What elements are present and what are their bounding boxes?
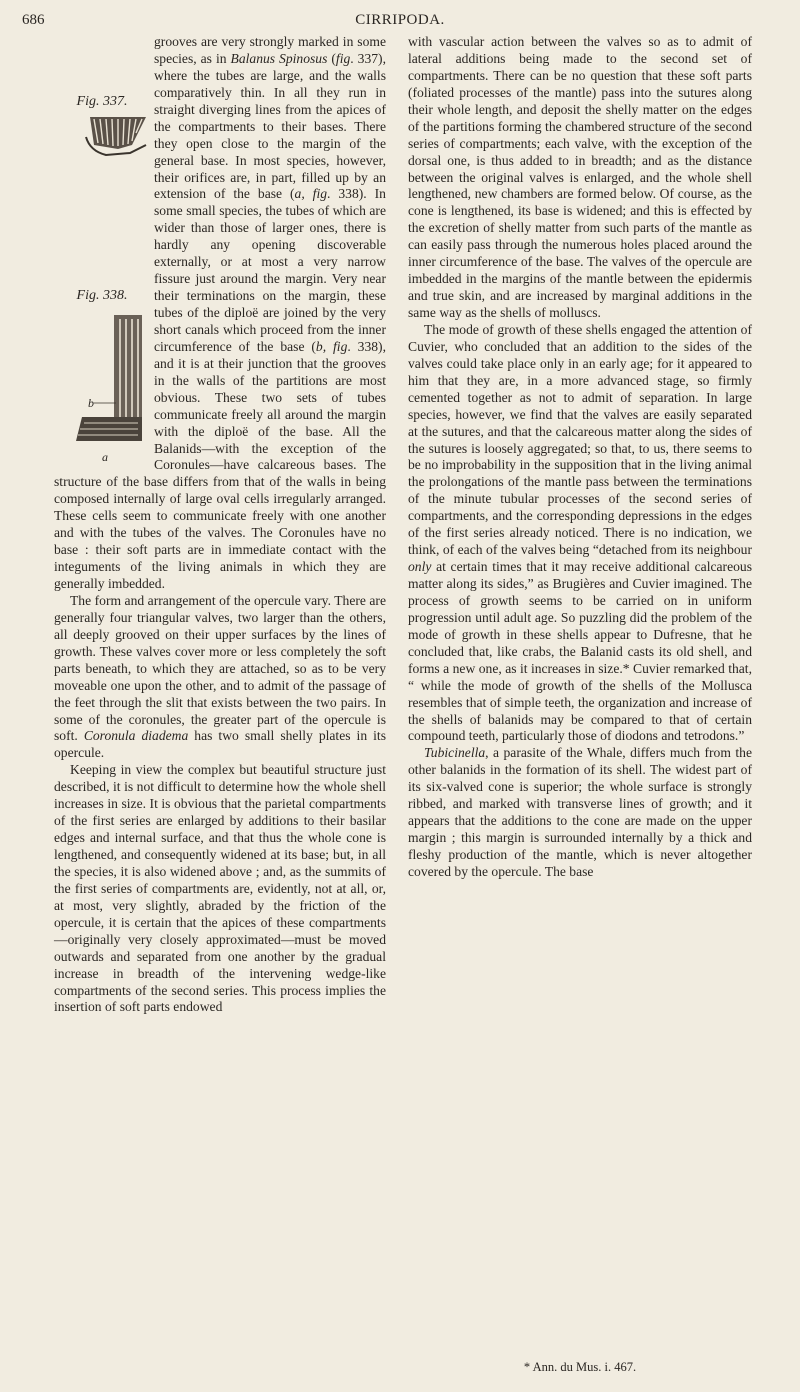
page-header	[0, 6, 800, 30]
figure-338-label-a: a	[102, 449, 108, 464]
right-paragraph-3: Tubicinella, a parasite of the Whale, differs much from the other balanids in the formation of its shell. The widest part of its six-valved cone is superior; the whole surface is strongly ribbed, and marked with transverse lines of growth; and it appears that the additions to the cone are made on the upper margin ; this margin is surrounded internally by a thick and fleshy production of the mantle, which is never altogether covered by the opercule. The base	[408, 745, 752, 879]
right-paragraph-1: with vascular action between the valves so as to admit of lateral additions being made to the second set of compartments. There can be no question that these soft parts (foliated processes of the mantle) pass into the sutures along their whole length, and deposit the shelly matter on the edges of the partitions forming the chambered structure of the second series of compartments; each valve, with the exception of the dorsal one, is thus added to in breadth; and as the distance between the original valves is enlarged, and the whole shell lengthened, new chambers are formed below. Of course, as the cone is lengthened, its base is widened; and this is effected by the excretion of shelly matter from such parts of the mantle as can easily pass through the numerous holes placed around the inner circumference of the base. The valves of the opercule are imbedded in the margins of the mantle between the epidermis and true skin, and are increased by marginal additions in the same way as the shells of molluscs.	[408, 34, 752, 320]
right-column	[408, 34, 752, 881]
figure-337	[54, 94, 150, 182]
left-paragraph-2: The form and arrangement of the opercule vary. There are generally four triangular valves, two larger than the others, all deeply grooved on their upper surfaces by the lines of growth. These valves cover more or less completely the soft parts beneath, to which they are attached, so as to be very moveable one upon the other, and to admit of the passage of the feet through the slit that exists between the two pairs. In some of the coronules, the greater part of the opercule is soft. Coronula diadema has two small shelly plates in its opercule.	[54, 592, 386, 761]
figure-338	[54, 288, 150, 474]
footnote: * Ann. du Mus. i. 467.	[523, 1360, 637, 1374]
figure-337-caption: Fig. 337.	[76, 94, 128, 109]
balanus-spinosus-illustration	[54, 111, 150, 173]
right-paragraph-2: The mode of growth of these shells engaged the attention of Cuvier, who concluded that an addition to the sides of the valves could take place only in an early age; for it appeared to him that they are, in a more advanced stage, so firmly cemented together as not to admit of separation. In large species, however, we find that the valves are easily separated at the sutures, and that the calcareous matter along the sides of the sutures is loosely aggregated; so that, to us, there seems to be no improbability in the supposition that in the living animal the prolongations of the mantle pass between the terminations of the minute tubular processes of the second series of compartments, and the corresponding depressions in the edges of the first series already noticed. There is no indication, we think, of each of the valves being “detached from its neighbour only at certain times that it may receive additional calcareous matter along its sides,” as Brugières and Cuvier imagined. The process of growth seems to be carried on in uniform progression until adult age. So puzzling did the problem of the mode of growth in these shells appear to Dufresne, that he concluded that, like crabs, the Balanid casts its old shell, and forms a new one, as it increases in size.* Cuvier remarked that, “ while the mode of growth of the shells of the Mollusca resembles that of simple teeth, the organization and increase of the shells of balanids may be compared to that of certain compound teeth, particularly those of diodons and tetrodons.”	[408, 321, 752, 744]
left-paragraph-3: Keeping in view the complex but beautiful structure just described, it is not difficult to determine how the whole shell increases in size. It is obvious that the parietal compartments of the first series are enlarged by additions to their basilar edges and internal surface, and that thus the whole cone is lengthened, and consequently widened at its base; but, in all the species, it is also widened above ; and, as the summits of the first series of compartments are, evidently, not at all, or, at most, very slightly, abraded by the friction of the opercule, it is certain that the apices of these compartments—originally very closely approximated—must be moved outwards and separated from one another by the gradual increase in breadth of the intervening wedge-like compartments of the second series. This process implies the insertion of soft parts endowed	[54, 762, 386, 1015]
left-paragraph-1: grooves are very strongly marked in some species, as in Balanus Spinosus (fig. 337), where the tubes are large, and the walls comparatively thin. In all they run in straight diverging lines from the apices of the compartments to their bases. There they open close to the margin of the general base. In most species, however, their orifices are, in part, filled up by an extension of the base (a, fig. 338). In some small species, the tubes of which are wider than those of larger ones, there is hardly any opening discoverable externally, or at most a very narrow fissure just around the margin. Very near their terminations on the margin, these tubes of the diploë are joined by the very short canals which proceed from the inner circumference of the base (b, fig. 338), and it is at their junction that the grooves in the walls of the partitions are most obvious. These two sets of tubes communicate freely all around the margin with the diploë of the base. All the Balanids—with the exception of the Coronules—have calcareous bases. The structure of the base differs from that of the walls in being composed internally of large oval cells irregularly arranged. These cells seem to communicate freely with one another and with the tubes of the valves. The Coronules have no base : their soft parts are in immediate contact with the integuments of the living animals in which they are generally imbedded.	[54, 34, 386, 591]
balanid-section-illustration	[54, 305, 150, 469]
page-number: 686	[22, 12, 45, 28]
running-head: CIRRIPODA.	[355, 12, 445, 28]
figure-338-label-b: b	[88, 395, 94, 410]
figure-338-caption: Fig. 338.	[76, 288, 128, 303]
left-column	[54, 34, 386, 1016]
